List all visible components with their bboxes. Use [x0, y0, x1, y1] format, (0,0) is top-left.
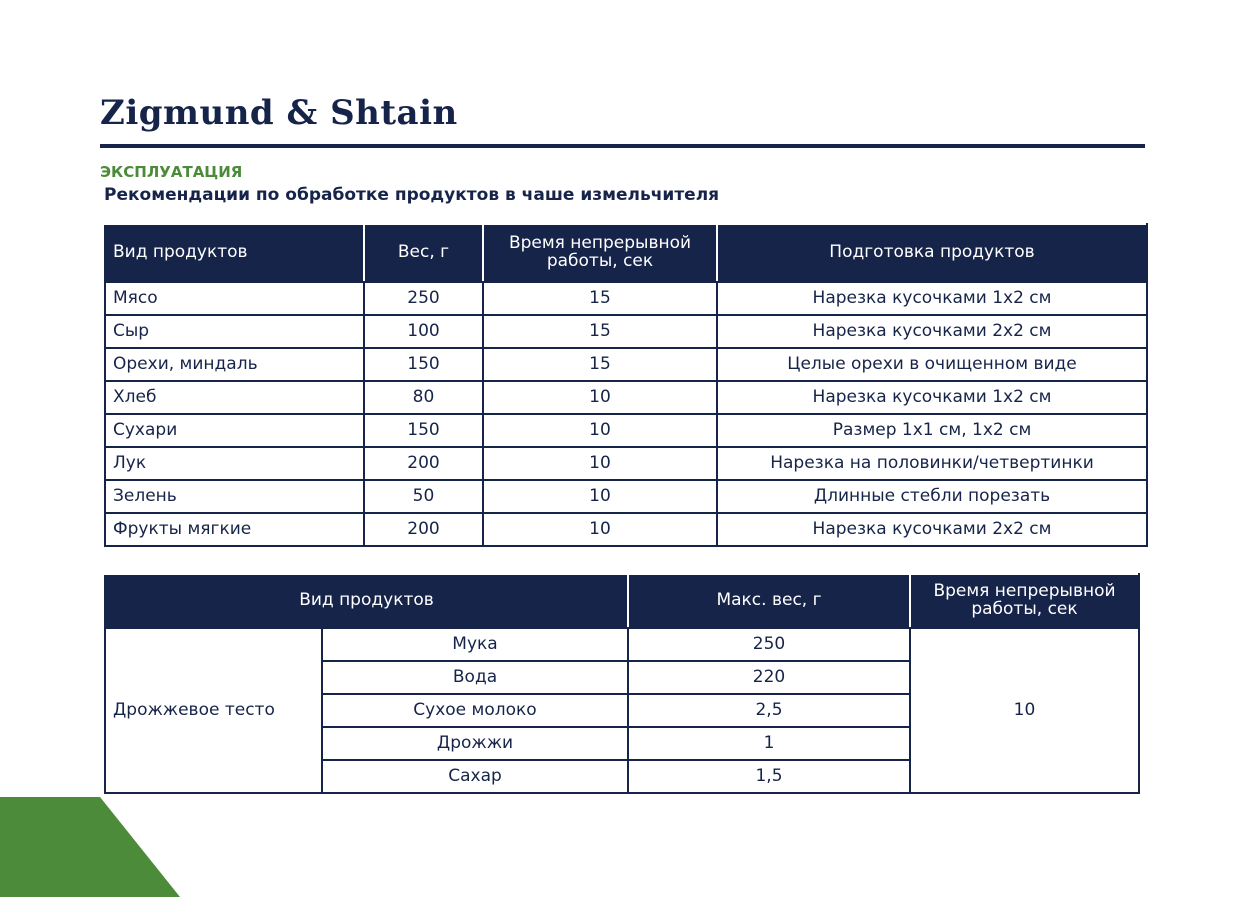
cell-ingredient: Сахар — [322, 760, 628, 793]
cell-time: 10 — [483, 414, 717, 447]
table-row — [105, 628, 1139, 661]
cell-product: Мясо — [105, 282, 364, 315]
cell-weight: 150 — [364, 414, 483, 447]
cell-time: 15 — [483, 315, 717, 348]
cell-weight: 200 — [364, 447, 483, 480]
header-time: Время непрерывной работы, сек — [483, 224, 717, 282]
corner-decoration — [0, 797, 180, 897]
cell-ingredient: Сухое молоко — [322, 694, 628, 727]
cell-weight: 50 — [364, 480, 483, 513]
cell-preparation: Нарезка кусочками 2х2 см — [717, 513, 1147, 546]
cell-max-weight: 1,5 — [628, 760, 910, 793]
cell-product: Орехи, миндаль — [105, 348, 364, 381]
cell-max-weight: 1 — [628, 727, 910, 760]
cell-product: Лук — [105, 447, 364, 480]
cell-time: 15 — [483, 282, 717, 315]
dough-table — [104, 573, 1140, 794]
cell-ingredient: Вода — [322, 661, 628, 694]
cell-preparation: Нарезка кусочками 1х2 см — [717, 282, 1147, 315]
cell-product: Сыр — [105, 315, 364, 348]
cell-product: Хлеб — [105, 381, 364, 414]
cell-preparation: Нарезка на половинки/четвертинки — [717, 447, 1147, 480]
cell-preparation: Длинные стебли порезать — [717, 480, 1147, 513]
cell-max-weight: 2,5 — [628, 694, 910, 727]
cell-ingredient: Мука — [322, 628, 628, 661]
cell-weight: 150 — [364, 348, 483, 381]
cell-product: Зелень — [105, 480, 364, 513]
cell-time: 15 — [483, 348, 717, 381]
cell-preparation: Размер 1х1 см, 1х2 см — [717, 414, 1147, 447]
table-row — [105, 414, 1147, 447]
cell-group: Дрожжевое тесто — [105, 628, 322, 793]
cell-weight: 250 — [364, 282, 483, 315]
cell-preparation: Целые орехи в очищенном виде — [717, 348, 1147, 381]
cell-time: 10 — [483, 513, 717, 546]
cell-time: 10 — [483, 480, 717, 513]
header-weight: Вес, г — [364, 224, 483, 282]
header-time: Время непрерывной работы, сек — [910, 574, 1139, 628]
header-product: Вид продуктов — [105, 574, 628, 628]
header-rule — [100, 144, 1145, 148]
brand-logo: Zigmund & Shtain — [100, 93, 458, 133]
header-preparation: Подготовка продуктов — [717, 224, 1147, 282]
table-header-row — [105, 574, 1139, 628]
cell-weight: 200 — [364, 513, 483, 546]
cell-preparation: Нарезка кусочками 2х2 см — [717, 315, 1147, 348]
table-row — [105, 480, 1147, 513]
table-row — [105, 348, 1147, 381]
cell-time: 10 — [910, 628, 1139, 793]
section-label: ЭКСПЛУАТАЦИЯ — [100, 163, 243, 181]
table-row — [105, 282, 1147, 315]
table-row — [105, 315, 1147, 348]
cell-max-weight: 250 — [628, 628, 910, 661]
cell-preparation: Нарезка кусочками 1х2 см — [717, 381, 1147, 414]
table-row — [105, 447, 1147, 480]
header-product: Вид продуктов — [105, 224, 364, 282]
cell-product: Сухари — [105, 414, 364, 447]
table-row — [105, 381, 1147, 414]
cell-time: 10 — [483, 381, 717, 414]
table-row — [105, 513, 1147, 546]
header-max-weight: Макс. вес, г — [628, 574, 910, 628]
cell-product: Фрукты мягкие — [105, 513, 364, 546]
cell-ingredient: Дрожжи — [322, 727, 628, 760]
cell-weight: 80 — [364, 381, 483, 414]
cell-max-weight: 220 — [628, 661, 910, 694]
cell-time: 10 — [483, 447, 717, 480]
processing-table — [104, 223, 1148, 547]
page-subtitle: Рекомендации по обработке продуктов в чаше измельчителя — [104, 185, 720, 205]
table-header-row — [105, 224, 1147, 282]
cell-weight: 100 — [364, 315, 483, 348]
